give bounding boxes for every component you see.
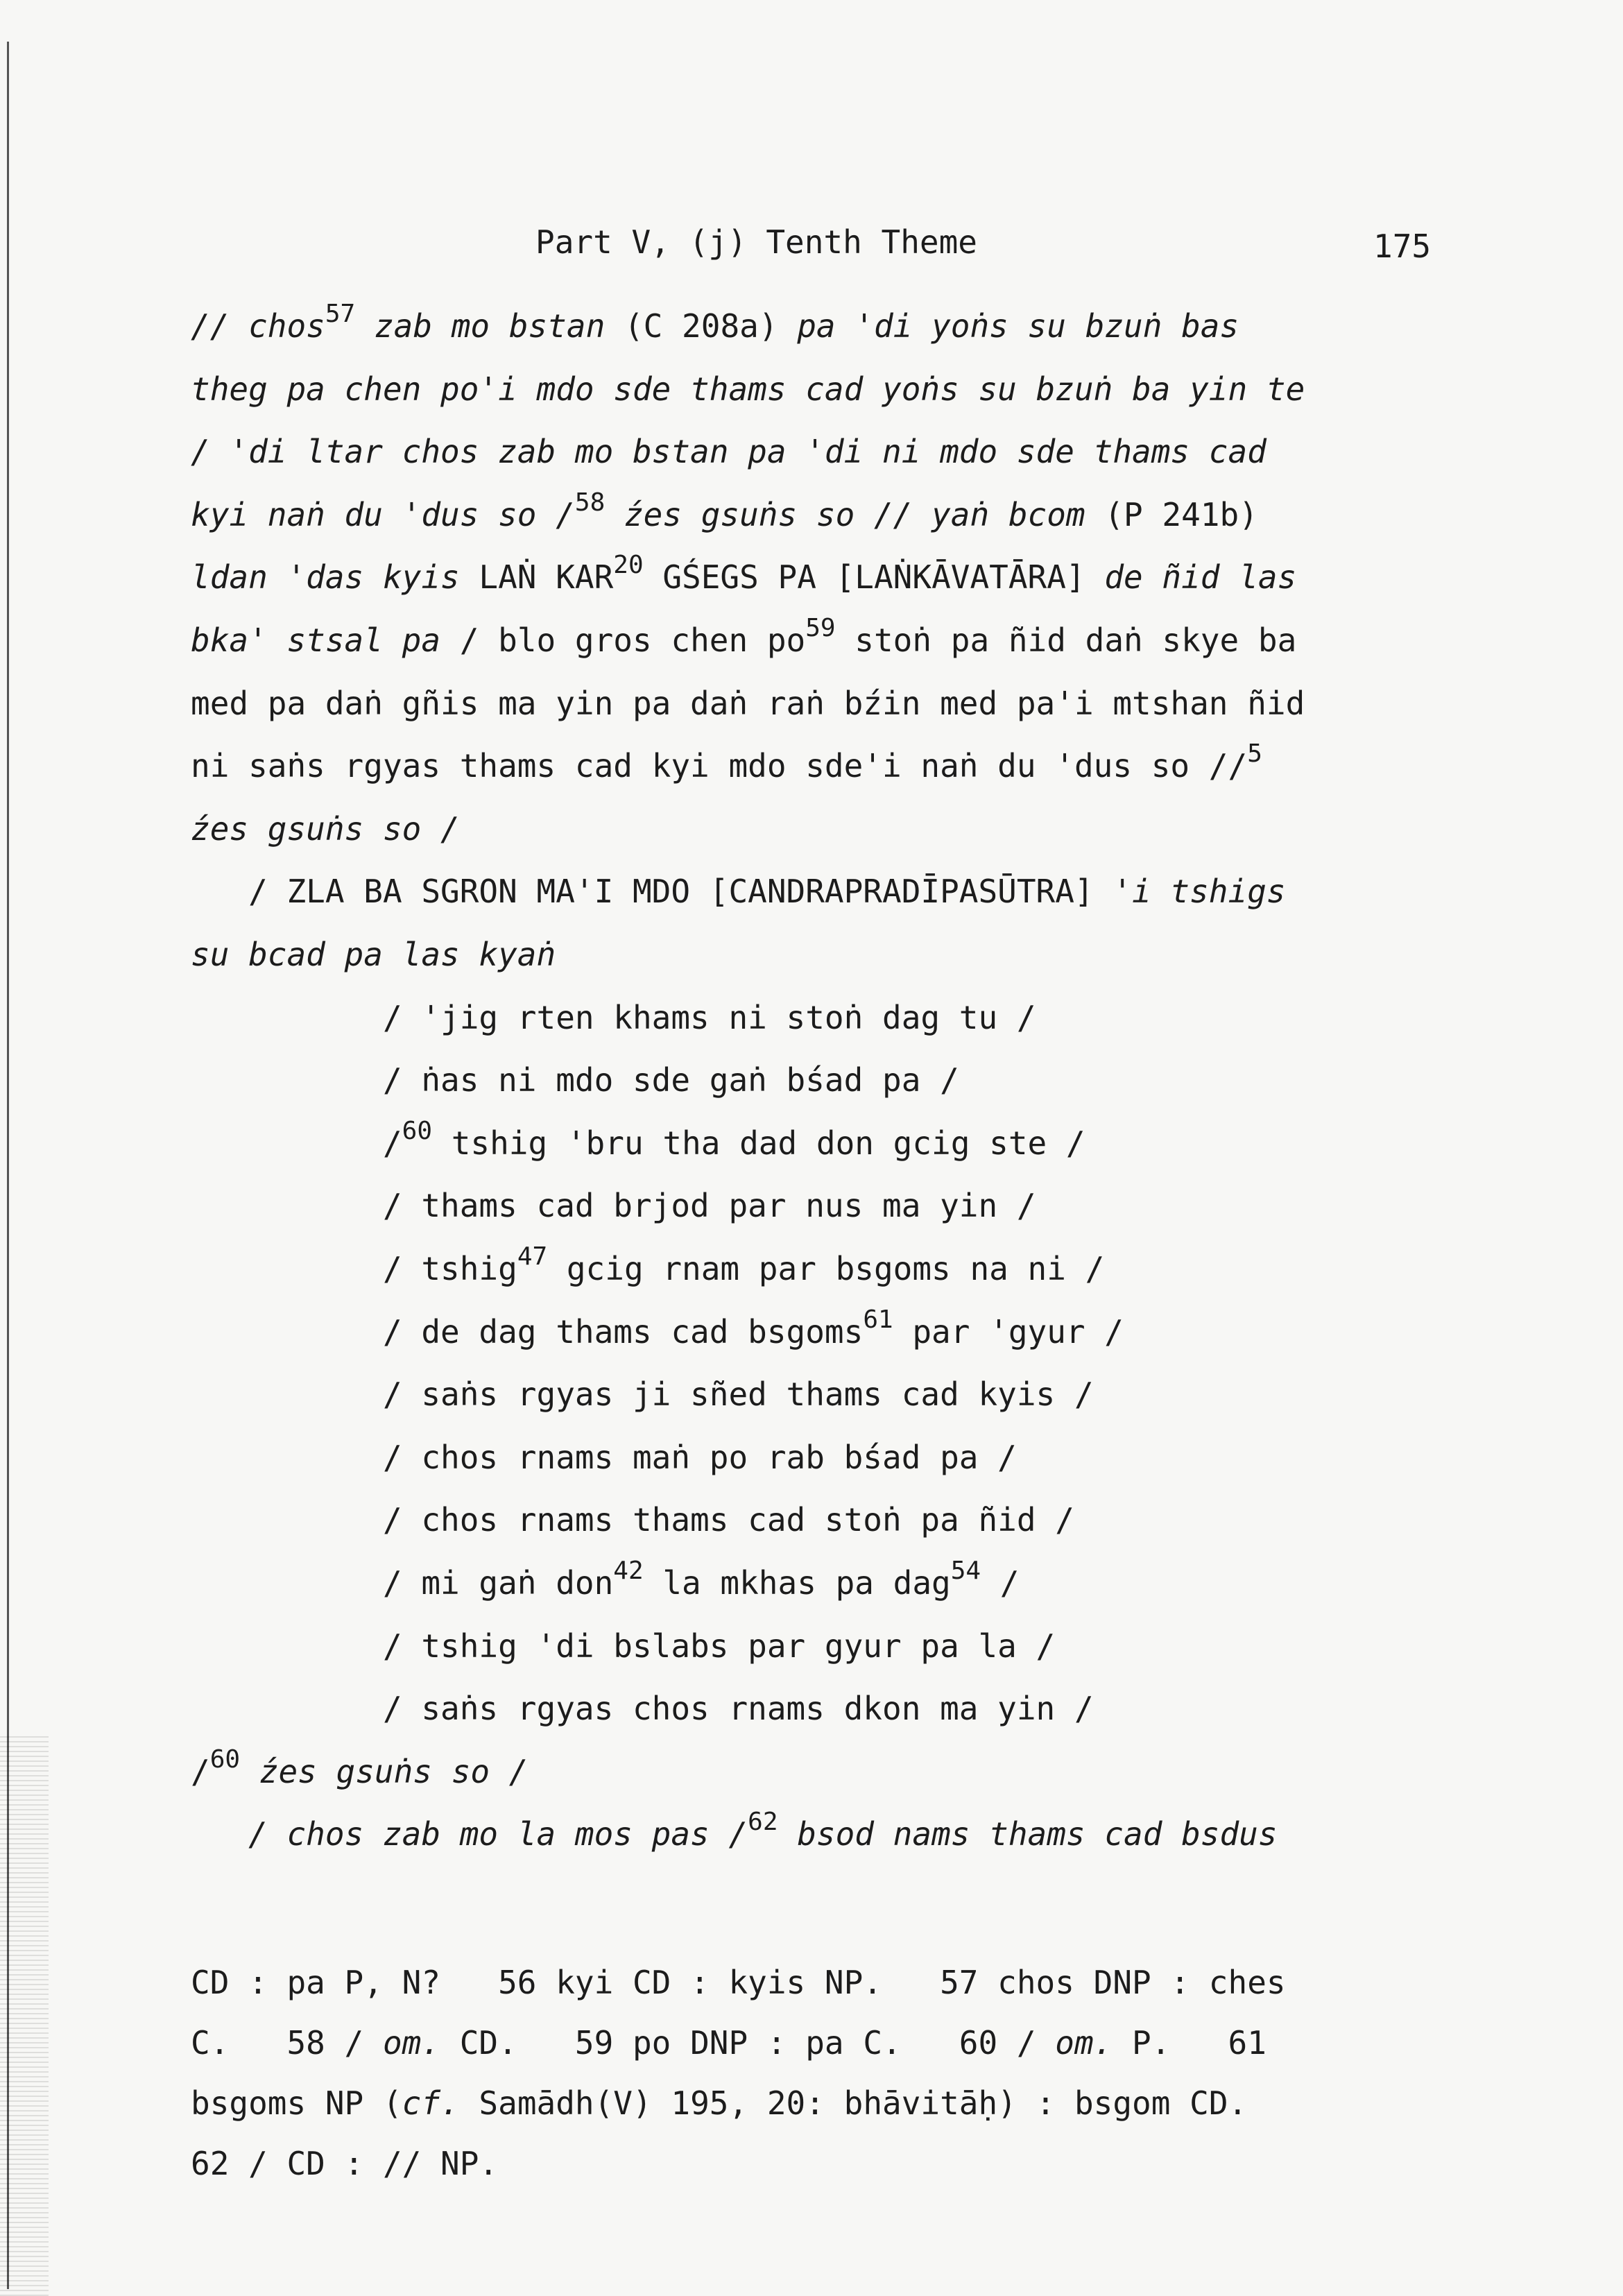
text-line [191,1116,1085,1164]
text-line [191,488,1258,536]
footnote-ref: 47 [517,1242,548,1271]
text-run: / ZLA BA SGRON MA'I MDO [CANDRAPRADĪPASŪTRA] [191,873,1113,911]
italic-text: theg pa chen po'i mdo sde thams cad yoṅs su bzuṅ ba yin te [191,370,1305,408]
text-line [191,871,1286,912]
footnote-ref: 57 [325,300,356,328]
italic-text: om. [1055,2024,1113,2062]
page-number: 175 [1373,228,1432,265]
text-run: par 'gyur / [893,1312,1124,1351]
text-line [191,1499,1074,1541]
footnote-ref: 60 [402,1116,432,1145]
italic-text: su bcad pa las kyaṅ [191,936,556,973]
text-run: 62 / CD : // NP. [191,2145,499,2182]
text-run: / thams cad brjod par nus ma yin / [191,1187,1036,1225]
text-line [191,683,1305,724]
italic-text: om. [382,2024,441,2062]
italic-text: cf. [402,2084,460,2122]
text-run: P. 61 [1113,2024,1266,2062]
text-line [191,1185,1036,1226]
page-header [0,223,1623,272]
text-line [191,431,1266,472]
text-run: / tshig [191,1250,517,1287]
text-run: / de dag thams cad bsgoms [191,1312,864,1351]
footnote-ref: 60 [209,1745,241,1774]
italic-text: / chos zab mo la mos pas / [191,1815,748,1853]
italic-text: źes gsuṅs so / [191,809,460,848]
text-run: / blo gros chen po [459,622,806,659]
italic-text: źes gsuṅs so // yaṅ bcom [605,495,1105,533]
italic-text: ldan 'das kyis [191,558,479,597]
running-title: Part V, (j) Tenth Theme [535,223,977,261]
text-run: CD : pa P, N? 56 kyi CD : kyis NP. 57 chos DNP : ches [191,1964,1286,2001]
text-run: / [191,1752,210,1790]
italic-text: de ñid las [1104,558,1297,597]
italic-text: zab mo bstan [355,307,624,345]
text-line [191,1688,1094,1729]
text-run: tshig 'bru tha dad don gcig ste / [432,1124,1085,1162]
footnote-ref: 20 [613,551,644,580]
text-run: GŚEGS PA [LAṄKĀVATĀRA] [643,558,1105,597]
italic-text: // [191,307,249,345]
scan-margin-speckle [0,1734,49,2296]
italic-text: bka' stsal pa [191,622,460,659]
text-line [191,1625,1055,1667]
text-line [191,614,1297,661]
italic-text: 'i tshigs [1113,873,1286,911]
footnote-ref: 59 [805,614,836,642]
footnote-line [191,2022,1266,2064]
text-run: / chos rnams thams cad stoṅ pa ñid / [191,1501,1074,1539]
footnote-ref: 5 [1247,739,1262,769]
text-run: bsgoms NP ( [191,2084,402,2122]
text-run: CD. 59 po DNP : pa C. 60 / [440,2024,1056,2062]
text-line [191,1373,1094,1415]
italic-text: źes gsuṅs so / [240,1752,529,1790]
text-run: / ṅas ni mdo sde gaṅ bśad pa / [191,1061,959,1099]
text-line [191,1745,529,1792]
text-run: LAṄ KAR [479,558,614,597]
text-run: C. 58 / [191,2024,383,2062]
italic-text: pa 'di yoṅs su bzuṅ bas [797,307,1239,345]
text-run: / [981,1564,1020,1602]
footnote-ref: 42 [613,1557,644,1585]
footnote-line [191,1962,1286,2003]
text-line [191,997,1036,1038]
text-run: (C 208a) [624,307,798,345]
text-line [191,934,556,975]
footnote-ref: 61 [863,1305,893,1334]
text-run: / saṅs rgyas ji sñed thams cad kyis / [191,1376,1094,1414]
italic-text: chos [248,307,325,345]
text-run: gcig rnam par bsgoms na ni / [547,1250,1105,1287]
text-line [191,368,1305,410]
text-run: Samādh(V) 195, 20: bhāvitāḥ) : bsgom CD. [459,2084,1248,2122]
text-run: la mkhas pa dag [643,1564,951,1602]
text-line [191,551,1297,598]
italic-text: kyi naṅ du 'dus so / [191,495,575,533]
italic-text: bsod nams thams cad bsdus [778,1815,1278,1853]
text-line [191,739,1262,787]
text-line [191,1059,959,1101]
text-run: / saṅs rgyas chos rnams dkon ma yin / [191,1690,1094,1728]
text-run: / [191,1124,402,1162]
footnote-line [191,2082,1247,2124]
text-line [191,1437,1017,1478]
text-run: / 'jig rten khams ni stoṅ dag tu / [191,998,1036,1036]
text-run: / chos rnams maṅ po rab bśad pa / [191,1438,1017,1476]
text-line [191,1557,1020,1604]
text-run: / mi gaṅ don [191,1564,614,1602]
text-line [191,300,1239,347]
italic-text: / 'di ltar chos zab mo bstan pa 'di ni mdo sde thams cad [191,433,1266,471]
text-line [191,808,460,850]
text-run: ni saṅs rgyas thams cad kyi mdo sde'i naṅ du 'dus so // [191,747,1248,785]
text-run: (P 241b) [1104,495,1258,533]
footnote-line [191,2143,498,2184]
text-run: med pa daṅ gñis ma yin pa daṅ raṅ bźin med pa'i mtshan ñid [191,684,1305,722]
text-line [191,1242,1105,1290]
footnote-ref: 58 [574,488,606,517]
footnote-ref: 62 [748,1808,778,1837]
text-line [191,1305,1124,1353]
text-run: / tshig 'di bslabs par gyur pa la / [191,1627,1056,1665]
footnote-ref: 54 [950,1557,981,1585]
text-line [191,1808,1278,1855]
text-run: stoṅ pa ñid daṅ skye ba [835,622,1297,659]
